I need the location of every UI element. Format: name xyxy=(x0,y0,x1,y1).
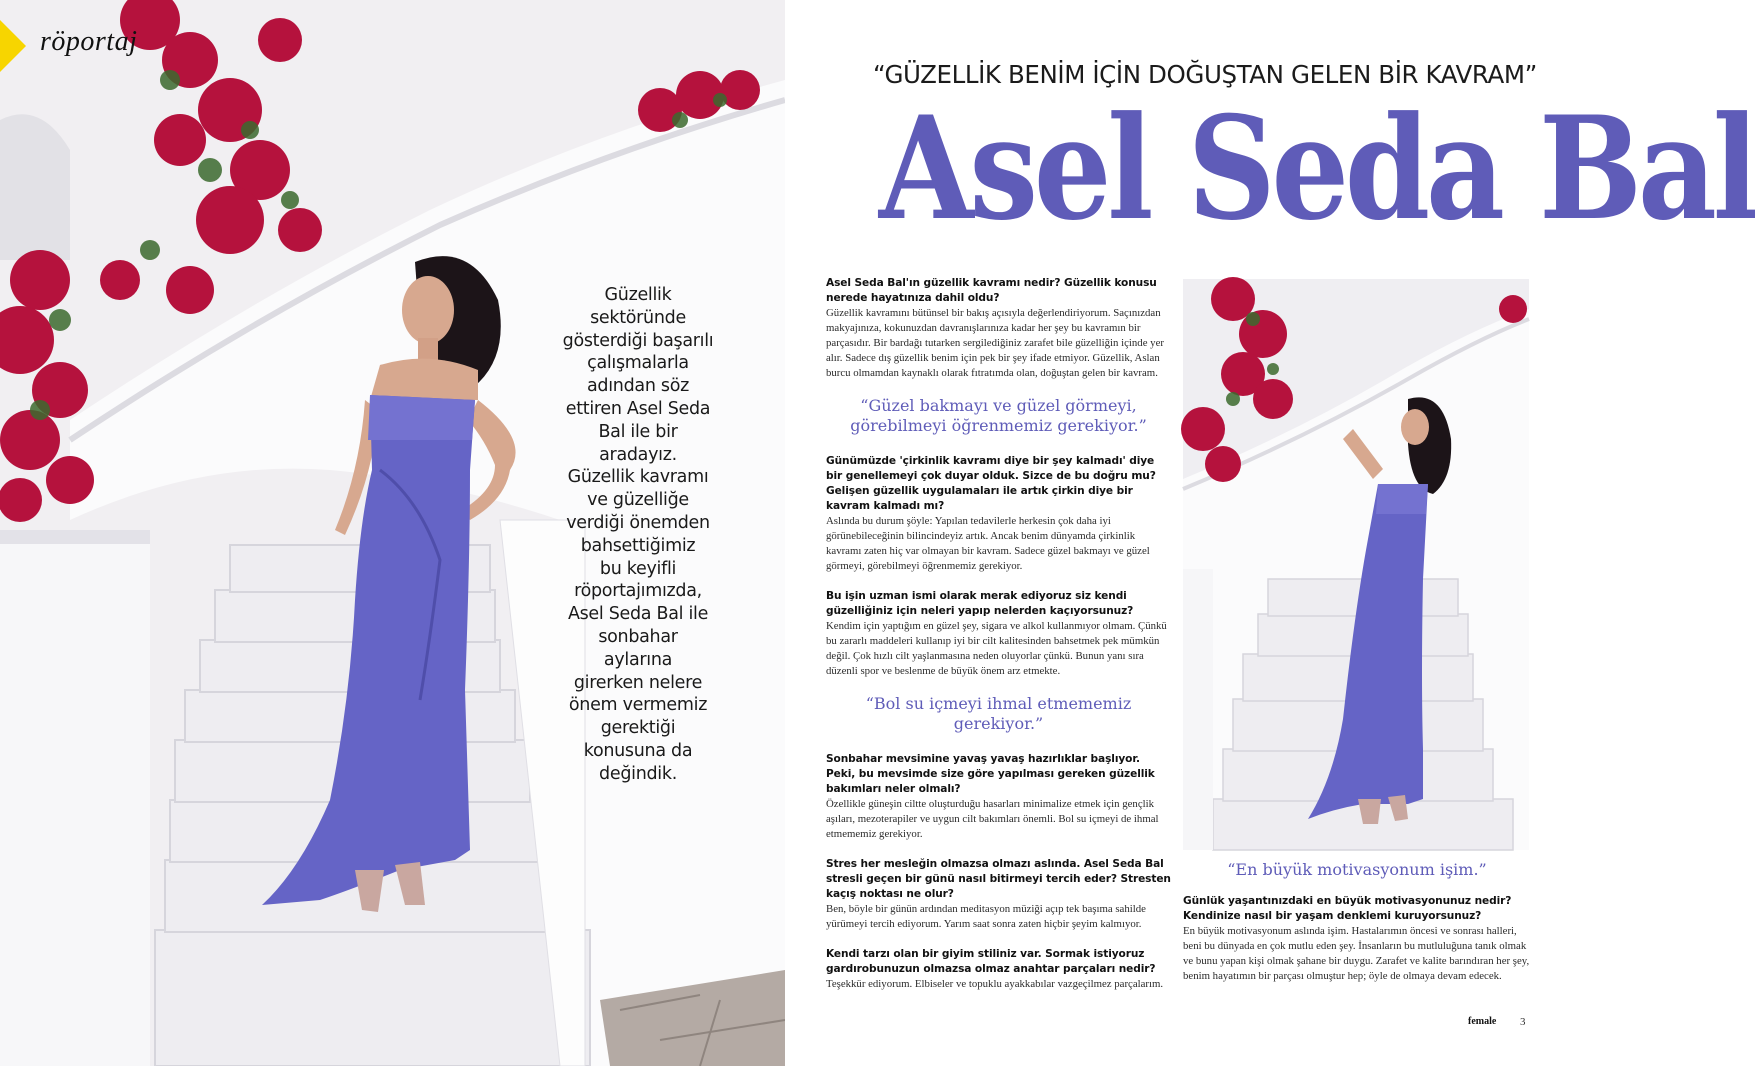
intro-line: Asel Seda Bal ile xyxy=(567,604,709,625)
intro-line: Güzellik xyxy=(604,285,672,305)
intro-line: sonbahar aylarına xyxy=(598,626,678,670)
page-number: 3 xyxy=(1520,1016,1526,1028)
intro-line: bahsettiğimiz xyxy=(580,535,696,556)
qa-block xyxy=(826,947,1171,992)
intro-line: konusuna da xyxy=(583,740,693,761)
intro-line: girerken nelere xyxy=(573,672,703,693)
section-label: röportaj xyxy=(40,26,138,57)
pull-quote: “Bol su içmeyi ihmal etmememiz gerekiyor.” xyxy=(865,694,1132,733)
magazine-brand: female xyxy=(1468,1016,1497,1027)
inset-photo xyxy=(1183,279,1529,850)
question: Kendi tarzı olan bir giyim stiliniz var. Sormak istiyoruz gardırobunuzun olmazsa olmaz anahtar parçaları nedir? xyxy=(826,948,1156,975)
qa-block xyxy=(1183,894,1531,984)
answer: En büyük motivasyonum aslında işim. Hastalarımın öncesi ve sonrası halleri, beni bu dünyada en çok mutlu eden şey. İnsanların bu mutluluğuna tanık olmak ve bunu yapan kişi olmak şahane bir duygu. Zarafet ve kalite barındıran her şey, benim hayatımın bir parçası olmuştur hep; öyle de olmaya devam edecek. xyxy=(1183,925,1530,982)
answer: Kendim için yaptığım en güzel şey, sigara ve alkol kullanmıyor olmam. Çünkü bu zararlı maddeleri kullanıp iyi bir cilt kalitesinden bahsetmek pek mümkün değil. Çok hızlı cilt yaşlanmasına neden oluyorlar çünkü. Bunun yanı sıra düzenli spor ve beslenme de büyük önem arz etmekte. xyxy=(826,620,1167,677)
pull-quote: “Güzel bakmayı ve güzel görmeyi, görebilmeyi öğrenmemiz gerekiyor.” xyxy=(850,396,1147,435)
right-page xyxy=(785,0,1755,1066)
intro-line: ettiren Asel Seda xyxy=(565,398,711,419)
answer: Ben, böyle bir günün ardından meditasyon müziği açıp tek başıma sahilde yürümeyi tercih ediyorum. Yarım saat sonra zaten hiçbir şeyim kalmıyor. xyxy=(826,903,1146,930)
answer: Aslında bu durum şöyle: Yapılan tedavilerle herkesin çok daha iyi görünebileceğinin bilincindeyiz artık. Ancak benim dünyamda çirkinlik kavramı zaten hiç var olmayan bir kavram. Sadece güzel bakmayı ve güzel görmeyi, görebilmeyi öğrenmemiz gerekiyor. xyxy=(826,515,1150,572)
question: Stres her mesleğin olmazsa olmazı aslında. Asel Seda Bal stresli geçen bir günü nasıl bitirmeyi tercih eder? Stresten kaçış noktası ne olur? xyxy=(826,858,1171,900)
qa-block xyxy=(826,276,1171,381)
section-marker xyxy=(0,20,26,72)
intro-line: Güzellik kavramı xyxy=(567,467,709,488)
article-column-side xyxy=(1183,894,1531,999)
intro-line: adından söz xyxy=(587,376,689,397)
intro-line: gösterdiği başarılı xyxy=(562,330,714,351)
intro-line: bu keyifli xyxy=(599,558,677,579)
pull-quote: “En büyük motivasyonum işim.” xyxy=(1227,860,1487,879)
qa-block xyxy=(826,454,1171,574)
intro-line: çalışmalarla xyxy=(587,353,689,374)
answer: Teşekkür ediyorum. Elbiseler ve topuklu ayakkabılar vazgeçilmez parçalarım. xyxy=(826,978,1164,990)
intro-line: önem vermemiz xyxy=(568,695,708,716)
question: Günümüzde 'çirkinlik kavramı diye bir şey kalmadı' diye bir genellemeyi çok duyar olduk. Sizce de bu doğru mu? Gelişen güzellik uygulamaları ile artık çirkin diye bir kavram kalmadı mı? xyxy=(826,455,1156,512)
intro-line: röportajımızda, xyxy=(574,581,702,602)
intro-line: değindik. xyxy=(599,763,677,784)
answer: Özellikle güneşin ciltte oluşturduğu hasarları minimalize etmek için gençlik aşıları, mezoterapiler ve uygun cilt bakımları önemli. Bol su içmeyi de ihmal etmememiz gerekiyor. xyxy=(826,798,1159,840)
intro-line: sektöründe xyxy=(590,307,686,328)
intro-text xyxy=(562,284,714,786)
intro-line: gerektiği xyxy=(600,718,676,739)
article-title: Asel Seda Bal xyxy=(878,86,1755,252)
question: Asel Seda Bal'ın güzellik kavramı nedir? Güzellik konusu nerede hayatınıza dahil oldu? xyxy=(826,277,1157,304)
intro-line: verdiği önemden xyxy=(566,512,710,533)
qa-block xyxy=(826,589,1171,679)
qa-block xyxy=(826,752,1171,842)
intro-line: ve güzelliğe xyxy=(587,490,689,511)
question: Bu işin uzman ismi olarak merak ediyoruz siz kendi güzelliğiniz için neleri yapıp nelerden kaçıyorsunuz? xyxy=(826,590,1134,617)
left-page-photo xyxy=(0,0,785,1066)
qa-block xyxy=(826,857,1171,932)
article-kicker: “GÜZELLİK BENİM İÇİN DOĞUŞTAN GELEN BİR KAVRAM” xyxy=(873,60,1537,89)
article-column-main xyxy=(826,276,1171,1007)
intro-line: Bal ile bir aradayız. xyxy=(598,421,678,465)
question: Sonbahar mevsimine yavaş yavaş hazırlıklar başlıyor. Peki, bu mevsimde size göre yapılması gereken güzellik bakımları neler olmalı? xyxy=(826,753,1155,795)
answer: Güzellik kavramını bütünsel bir bakış açısıyla değerlendiriyorum. Saçınızdan makyajınıza, kokunuzdan davranışlarınıza kadar her şey bu kavramın bir parçasıdır. Bir bardağı tutarken sergilediğiniz zarafet bile güzelliğin içinde yer alır. Sadece dış güzellik benim için pek bir şey ifade etmiyor. Güzellik, Aslan burcu olmamdan kaynaklı olarak fıtratımda olan, doğuştan gelen bir kavram. xyxy=(826,307,1164,379)
question: Günlük yaşantınızdaki en büyük motivasyonunuz nedir? Kendinize nasıl bir yaşam denklemi kuruyorsunuz? xyxy=(1183,895,1512,922)
